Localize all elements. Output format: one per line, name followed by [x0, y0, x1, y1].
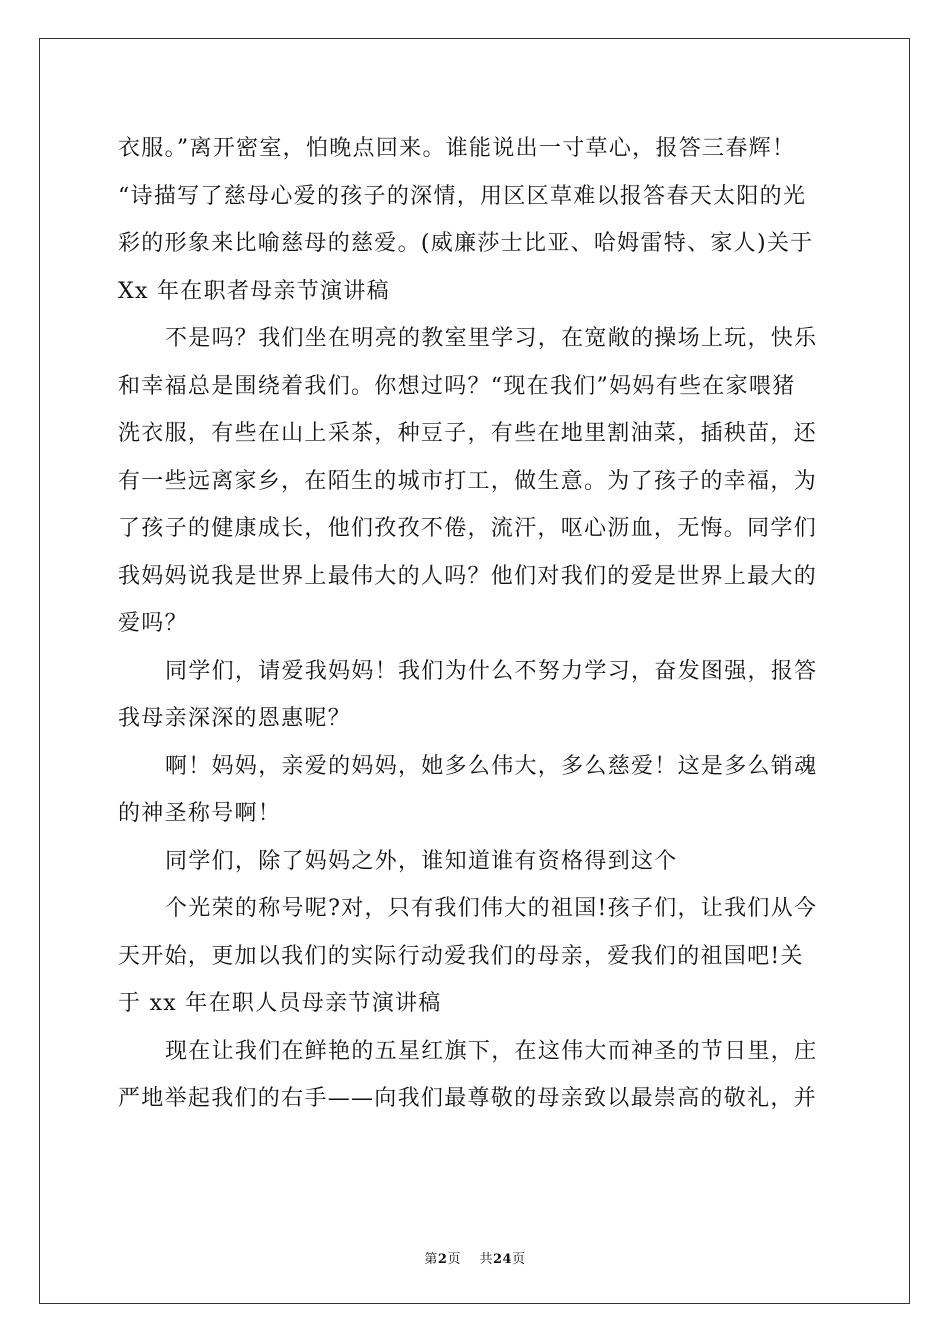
- total-suffix: 页: [512, 1252, 526, 1267]
- text-line: 有一些远离家乡，在陌生的城市打工，做生意。为了孩子的幸福，为: [118, 468, 818, 494]
- text-line: 和幸福总是围绕着我们。你想过吗？“现在我们”妈妈有些在家喂猪: [118, 373, 796, 399]
- text-line: 洗衣服，有些在山上采茶，种豆子，有些在地里割油菜，插秧苗，还: [118, 421, 818, 446]
- page-footer: [0, 1248, 950, 1267]
- text-line: 个光荣的称号呢?对，只有我们伟大的祖国!孩子们，让我们从今: [165, 896, 818, 921]
- text-line: 同学们，除了妈妈之外，谁知道谁有资格得到这个: [165, 848, 678, 874]
- total-pages: 24: [493, 1252, 513, 1267]
- text-line: 天开始，更加以我们的实际行动爱我们的母亲，爱我们的祖国吧!关: [118, 943, 804, 969]
- page-number: 2: [437, 1252, 448, 1267]
- text-line: 我妈妈说我是世界上最伟大的人吗？他们对我们的爱是世界上最大的: [118, 563, 818, 589]
- text-line: 现在让我们在鲜艳的五星红旗下，在这伟大而神圣的节日里，庄: [165, 1038, 818, 1064]
- document-body: [118, 125, 838, 1123]
- text-line: “诗描写了慈母心爱的孩子的深情，用区区草难以报答春天太阳的光: [118, 183, 807, 209]
- text-line: 我母亲深深的恩惠呢？: [118, 706, 352, 731]
- page-prefix: 第: [424, 1252, 438, 1267]
- text-line: 了孩子的健康成长，他们孜孜不倦，流汗，呕心沥血，无悔。同学们: [118, 516, 818, 541]
- page-suffix: 页: [447, 1252, 461, 1267]
- text-line: 同学们，请爱我妈妈！我们为什么不努力学习，奋发图强，报答: [165, 658, 818, 684]
- text-line: 彩的形象来比喻慈母的慈爱。(威廉莎士比亚、哈姆雷特、家人)关于: [118, 231, 814, 256]
- text-line: 啊！妈妈，亲爱的妈妈，她多么伟大，多么慈爱！这是多么销魂: [165, 753, 818, 779]
- text-line: Xx 年在职者母亲节演讲稿: [118, 278, 390, 304]
- text-line: 于 xx 年在职人员母亲节演讲稿: [118, 991, 442, 1016]
- total-prefix: 共: [479, 1252, 493, 1267]
- text-line: 不是吗？我们坐在明亮的教室里学习，在宽敞的操场上玩，快乐: [165, 326, 818, 351]
- text-line: 的神圣称号啊！: [118, 801, 282, 826]
- text-line: 严地举起我们的右手——向我们最尊敬的母亲致以最崇高的敬礼，并: [118, 1086, 818, 1111]
- text-line: 衣服。”离开密室，怕晚点回来。谁能说出一寸草心，报答三春辉！: [118, 136, 796, 161]
- text-line: 爱吗？: [118, 611, 188, 636]
